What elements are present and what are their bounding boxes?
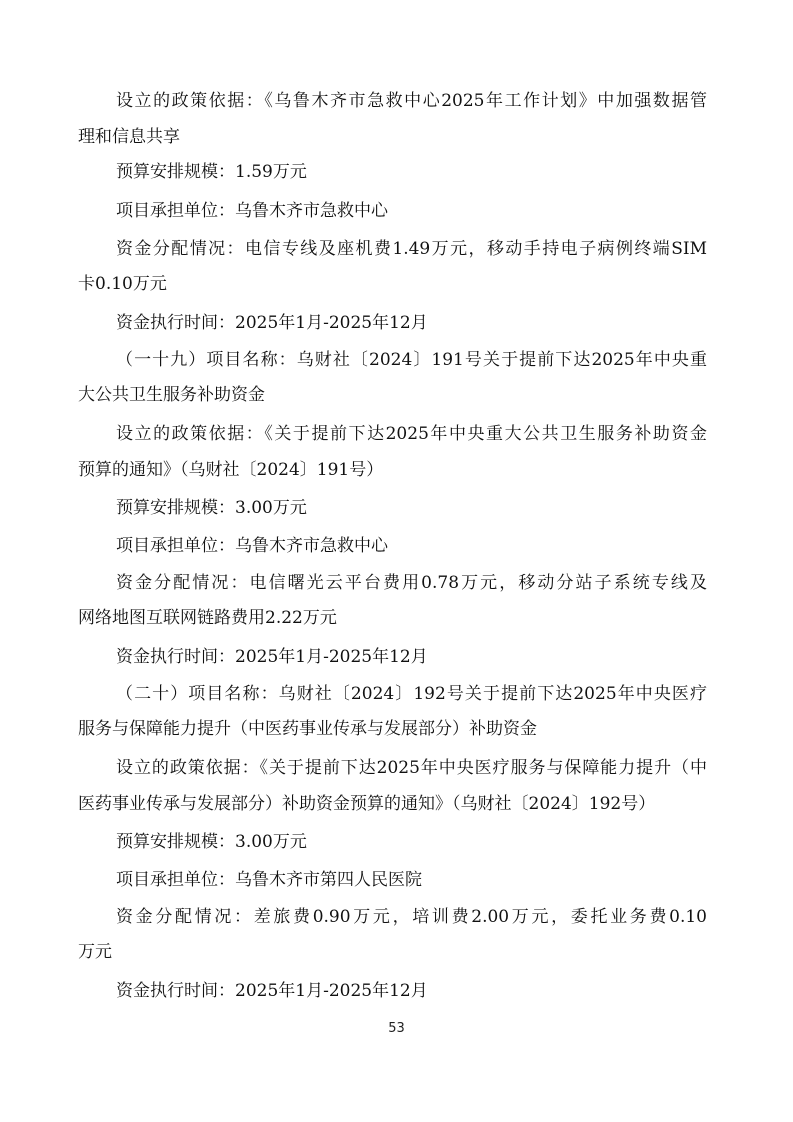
paragraph-line: 预算安排规模：3.00万元 bbox=[116, 498, 307, 518]
paragraph-line: 资金执行时间：2025年1月-2025年12月 bbox=[116, 647, 428, 667]
paragraph-line: 项目承担单位：乌鲁木齐市第四人民医院 bbox=[116, 870, 422, 890]
paragraph-line: 资金分配情况：差旅费0.90万元，培训费2.00万元，委托业务费0.10 bbox=[116, 907, 707, 927]
paragraph-line: 设立的政策依据：《关于提前下达2025年中央重大公共卫生服务补助资金 bbox=[116, 424, 707, 444]
paragraph-line: 理和信息共享 bbox=[78, 127, 180, 147]
section-heading-line: （一十九）项目名称：乌财社〔2024〕191号关于提前下达2025年中央重 bbox=[116, 350, 707, 370]
paragraph-line: 资金分配情况：电信专线及座机费1.49万元，移动手持电子病例终端SIM bbox=[116, 239, 707, 259]
paragraph-line: 项目承担单位：乌鲁木齐市急救中心 bbox=[116, 201, 388, 221]
paragraph-line: 设立的政策依据：《关于提前下达2025年中央医疗服务与保障能力提升（中 bbox=[116, 758, 707, 778]
section-heading-line: （二十）项目名称：乌财社〔2024〕192号关于提前下达2025年中央医疗 bbox=[116, 684, 707, 704]
section-heading-line: 服务与保障能力提升（中医药事业传承与发展部分）补助资金 bbox=[78, 719, 537, 739]
page-number: 53 bbox=[388, 1021, 405, 1036]
paragraph-line: 万元 bbox=[78, 942, 112, 962]
paragraph-line: 设立的政策依据：《乌鲁木齐市急救中心2025年工作计划》中加强数据管 bbox=[116, 91, 707, 111]
paragraph-line: 卡0.10万元 bbox=[78, 274, 167, 294]
paragraph-line: 项目承担单位：乌鲁木齐市急救中心 bbox=[116, 536, 388, 556]
paragraph-line: 资金执行时间：2025年1月-2025年12月 bbox=[116, 981, 428, 1001]
paragraph-line: 资金分配情况：电信曙光云平台费用0.78万元，移动分站子系统专线及 bbox=[116, 573, 707, 593]
paragraph-line: 资金执行时间：2025年1月-2025年12月 bbox=[116, 313, 428, 333]
paragraph-line: 网络地图互联网链路费用2.22万元 bbox=[78, 608, 337, 628]
paragraph-line: 预算安排规模：3.00万元 bbox=[116, 832, 307, 852]
paragraph-line: 医药事业传承与发展部分）补助资金预算的通知》（乌财社〔2024〕192号） bbox=[78, 794, 656, 814]
paragraph-line: 预算的通知》（乌财社〔2024〕191号） bbox=[78, 460, 384, 480]
section-heading-line: 大公共卫生服务补助资金 bbox=[78, 385, 265, 405]
paragraph-line: 预算安排规模：1.59万元 bbox=[116, 162, 307, 182]
